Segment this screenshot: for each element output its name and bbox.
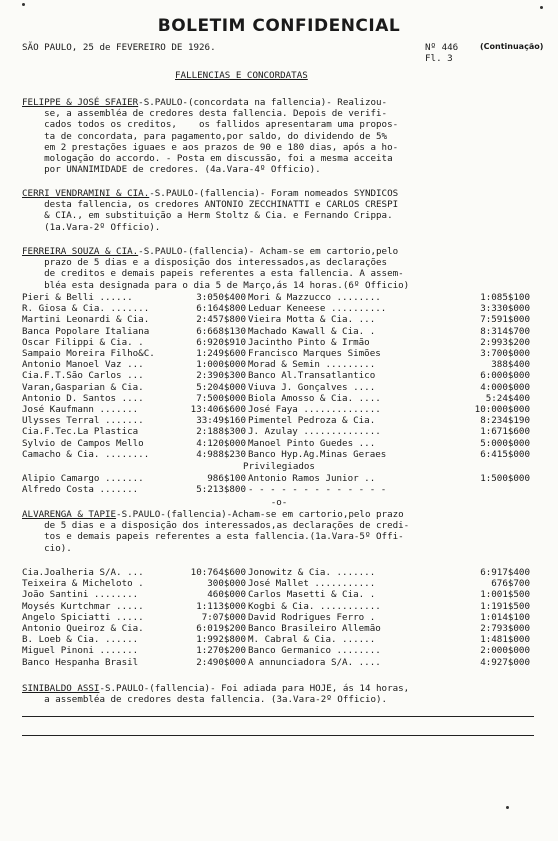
credit-amount: 5:213$800 — [196, 484, 246, 496]
continued-label: (Continuação) — [480, 42, 544, 51]
creditor-name: José Mallet ........... — [248, 578, 376, 590]
credit-amount: 1:000$000 — [196, 359, 246, 371]
entry-line: (1a.Vara-2º Officio). — [22, 221, 161, 233]
creditor-row — [22, 473, 530, 484]
creditor-name: Alfredo Costa ....... — [22, 484, 139, 496]
creditor-name: Jacintho Pinto & Irmão — [248, 336, 370, 348]
credit-amount — [426, 484, 530, 495]
credit-amount: 2:457$800 — [196, 314, 246, 326]
entry-line: por UNANIMIDADE de credores. (4a.Vara-4º Officio). — [22, 164, 321, 176]
entry-line: CERRI VENDRAMINI & CIA.-S.PAULO-(fallencia)- Foram nomeados SYNDICOS — [22, 188, 399, 199]
entry-line: em 2 prestações iguaes e aos prazos de 90 e 180 dias, após a ho- — [22, 141, 399, 153]
creditor-name: Banco Germanico ........ — [248, 645, 381, 657]
credit-amount: 7:591$000 — [480, 314, 530, 326]
creditor-row — [22, 438, 530, 449]
entry-line: de creditos e demais papeis referentes a esta fallencia. A assem- — [22, 268, 404, 280]
credit-amount: 8:234$190 — [480, 415, 530, 427]
creditor-name: Angelo Spiciatti ..... — [22, 611, 144, 623]
creditor-name: João Santini ........ — [22, 589, 139, 601]
credit-amount: 1:481$000 — [480, 634, 530, 646]
entry-line: & CIA., em substituição a Herm Stoltz & Cia. e Fernando Crippa. — [22, 210, 393, 222]
ink-mark — [506, 806, 509, 809]
entry-line: desta fallencia, os credores ANTONIO ZECCHINATTI e CARLOS CRESPI — [22, 199, 399, 211]
creditor-name: Pieri & Belli ...... — [22, 292, 133, 303]
credit-amount: 2:490$000 — [196, 656, 246, 668]
credit-amount: 13:406$600 — [190, 404, 246, 416]
creditor-name: David Rodrigues Ferro . — [248, 611, 376, 623]
ink-mark — [540, 6, 543, 9]
company-name: CERRI VENDRAMINI & CIA. — [22, 188, 150, 199]
creditor-name: Cia.Joalheria S/A. ... — [22, 567, 144, 578]
alvarenga-creditor-table — [22, 567, 530, 668]
creditor-name: Machado Kawall & Cia. . — [248, 325, 376, 337]
credit-amount: 10:000$000 — [474, 404, 530, 416]
creditor-name: Mori & Mazzucco ........ — [248, 292, 381, 303]
creditor-row — [22, 623, 530, 634]
credit-amount: 5:000$000 — [480, 437, 530, 449]
place-date: SÃO PAULO, 25 de FEVEREIRO DE 1926. — [22, 42, 216, 53]
creditor-row — [22, 484, 530, 495]
ferreira-creditor-table — [22, 292, 530, 460]
creditor-name: Antonio Queiroz & Cia. — [22, 623, 144, 635]
creditor-name: Cia.F.T.São Carlos ... — [22, 370, 144, 382]
creditor-name: A annunciadora S/A. .... — [248, 656, 381, 668]
entry-line: bléa esta designada para o dia 5 de Março,ás 14 horas.(6º Officio) — [22, 279, 410, 291]
credit-amount: 1:500$000 — [480, 473, 530, 484]
credit-amount: 7:07$000 — [201, 611, 246, 623]
creditor-row — [22, 337, 530, 348]
creditor-name: Pimentel Pedroza & Cia. — [248, 415, 376, 427]
credit-amount: 388$400 — [491, 359, 530, 371]
creditor-name: Moysés Kurtchmar ..... — [22, 600, 144, 612]
creditor-name: Teixeira & Micheloto . — [22, 578, 144, 590]
entry-line: cados todos os creditos, os fallidos apresentaram uma propos- — [22, 119, 399, 131]
creditor-name: Varan,Gasparian & Cia. — [22, 381, 144, 393]
creditor-row — [22, 449, 530, 460]
credit-amount: 5:204$000 — [196, 381, 246, 393]
credit-amount: 2:188$300 — [196, 426, 246, 438]
creditor-row — [22, 426, 530, 437]
creditor-row — [22, 645, 530, 656]
entry-line: a assembléa de credores desta fallencia. (3a.Vara-2º Officio). — [22, 694, 388, 706]
credit-amount: 2:793$000 — [480, 623, 530, 635]
credit-amount: 1:671$600 — [480, 426, 530, 438]
credit-amount: 5:24$400 — [485, 392, 530, 404]
creditor-name: Martini Leonardi & Cia. — [22, 314, 150, 326]
creditor-row — [22, 589, 530, 600]
credit-amount: 3:050$400 — [196, 292, 246, 303]
credit-amount: 4:988$230 — [196, 448, 246, 460]
credit-amount: 1:992$800 — [196, 634, 246, 646]
credit-amount: 6:000$000 — [480, 370, 530, 382]
creditor-name: Kogbi & Cia. ........... — [248, 600, 381, 612]
creditor-row — [22, 292, 530, 303]
credit-amount: 4:927$000 — [480, 656, 530, 668]
creditor-name: J. Azulay .............. — [248, 426, 381, 438]
creditor-name: B. Loeb & Cia. ...... — [22, 634, 139, 646]
entry-line: cio). — [22, 542, 72, 554]
separator: -o- — [270, 497, 288, 508]
credit-amount: 300$000 — [207, 578, 246, 590]
credit-amount: 6:164$800 — [196, 303, 246, 315]
creditor-name: Banco Al.Transatlantico — [248, 370, 376, 382]
creditor-name: Viuva J. Gonçalves .... — [248, 381, 376, 393]
credit-amount: 8:314$700 — [480, 325, 530, 337]
entry-felippe — [22, 97, 542, 175]
creditor-row — [22, 314, 530, 325]
entry-line: prazo de 5 dias e a disposição dos interessados,as declarações — [22, 257, 388, 269]
company-name: FELIPPE & JOSÉ SFAIER — [22, 97, 139, 108]
creditor-name: Banco Brasileiro Allemão — [248, 623, 381, 635]
creditor-row — [22, 578, 530, 589]
credit-amount: 3:700$000 — [480, 348, 530, 360]
credit-amount: 2:390$300 — [196, 370, 246, 382]
credit-amount: 676$700 — [491, 578, 530, 590]
entry-line: FERREIRA SOUZA & CIA.-S.PAULO-(fallencia)- Acham-se em cartorio,pelo — [22, 246, 399, 257]
entry-line: ALVARENGA & TAPIE-S.PAULO-(fallencia)-Acham-se em cartorio,pelo prazo — [22, 509, 404, 520]
credit-amount: 4:120$000 — [196, 437, 246, 449]
creditor-row — [22, 393, 530, 404]
creditor-name: Oscar Filippi & Cia. . — [22, 336, 144, 348]
creditor-name: Banco Hespanha Brasil — [22, 656, 139, 668]
credit-amount: 1:001$500 — [480, 589, 530, 601]
entry-line: ta de concordata, para pagamento,por saldo, do dividendo de 5% — [22, 130, 388, 142]
divider-line — [22, 716, 534, 717]
privileged-label: Privilegiados — [243, 461, 315, 472]
creditor-name: Cia.F.Tec.La Plastica — [22, 426, 139, 438]
creditor-row — [22, 601, 530, 612]
credit-amount: 1:113$000 — [196, 600, 246, 612]
credit-amount: 1:085$100 — [480, 292, 530, 303]
credit-amount: 3:330$000 — [480, 303, 530, 315]
credit-amount: 6:668$130 — [196, 325, 246, 337]
creditor-name: Camacho & Cia. ........ — [22, 448, 150, 460]
credit-amount: 33:49$160 — [196, 415, 246, 427]
entry-line: FELIPPE & JOSÉ SFAIER-S.PAULO-(concordata na fallencia)- Realizou- — [22, 97, 388, 108]
creditor-name: Morad & Semin ......... — [248, 359, 376, 371]
credit-amount: 6:019$200 — [196, 623, 246, 635]
creditor-row — [22, 326, 530, 337]
creditor-row — [22, 567, 530, 578]
creditor-row — [22, 612, 530, 623]
creditor-name: Jonowitz & Cia. ....... — [248, 567, 376, 578]
company-name: ALVARENGA & TAPIE — [22, 509, 117, 520]
entry-alvarenga — [22, 509, 542, 554]
entry-line: mologação do accordo. - Posta em discussão, foi a mesma acceita — [22, 153, 393, 165]
creditor-name: Antonio Manoel Vaz ... — [22, 359, 144, 371]
divider-line — [22, 735, 534, 736]
bulletin-number: Nº 446 — [425, 42, 459, 53]
entry-line: de 5 dias e a disposição dos interessados,as declarações de credi- — [22, 520, 410, 532]
creditor-row — [22, 415, 530, 426]
creditor-row — [22, 303, 530, 314]
creditor-name: Banca Popolare Italiana — [22, 325, 150, 337]
company-name: SINIBALDO ASSI — [22, 683, 100, 694]
creditor-name: Sampaio Moreira Filho&C. — [22, 348, 155, 360]
privileged-table — [22, 473, 530, 495]
creditor-name: José Faya .............. — [248, 404, 381, 416]
creditor-name: R. Giosa & Cia. ....... — [22, 303, 150, 315]
creditor-name: Antonio D. Santos .... — [22, 392, 144, 404]
entry-line: SINIBALDO ASSI-S.PAULO-(fallencia)- Foi adiada para HOJE, ás 14 horas, — [22, 683, 410, 694]
credit-amount: 1:270$200 — [196, 645, 246, 657]
section-title: FALLENCIAS E CONCORDATAS — [175, 70, 308, 81]
credit-amount: 1:249$600 — [196, 348, 246, 360]
creditor-row — [22, 382, 530, 393]
credit-amount: 6:920$910 — [196, 336, 246, 348]
creditor-row — [22, 404, 530, 415]
entry-cerri — [22, 188, 542, 233]
entry-ferreira — [22, 246, 542, 291]
creditor-name: Sylvio de Campos Mello — [22, 437, 144, 449]
creditor-name: Francisco Marques Simões — [248, 348, 381, 360]
creditor-row — [22, 359, 530, 370]
entry-line: se, a assembléa de credores desta fallencia. Depois de verifi- — [22, 108, 388, 120]
creditor-name: Vieira Motta & Cia. ... — [248, 314, 376, 326]
creditor-row — [22, 634, 530, 645]
creditor-name: Manoel Pinto Guedes ... — [248, 437, 376, 449]
creditor-name: Leduar Keneese .......... — [248, 303, 387, 315]
credit-amount: 2:993$200 — [480, 336, 530, 348]
credit-amount: 460$000 — [207, 589, 246, 601]
credit-amount: 1:191$500 — [480, 600, 530, 612]
creditor-name: - - - - - - - - - - - - - — [248, 484, 387, 496]
credit-amount: 2:000$000 — [480, 645, 530, 657]
creditor-name: M. Cabral & Cia. ...... — [248, 634, 376, 646]
credit-amount: 6:415$000 — [480, 448, 530, 460]
creditor-name: Alipio Camargo ....... — [22, 473, 144, 484]
sheet-number: Fl. 3 — [425, 53, 453, 64]
creditor-name: Ulysses Terral ....... — [22, 415, 144, 427]
creditor-name: Biola Amosso & Cia. .... — [248, 392, 381, 404]
company-name: FERREIRA SOUZA & CIA. — [22, 246, 139, 257]
creditor-row — [22, 370, 530, 381]
ink-mark — [22, 3, 25, 6]
credit-amount: 10:764$600 — [190, 567, 246, 578]
creditor-name: Antonio Ramos Junior .. — [248, 473, 376, 484]
creditor-name: Miguel Pinoni ....... — [22, 645, 139, 657]
creditor-row — [22, 348, 530, 359]
credit-amount: 6:917$400 — [480, 567, 530, 578]
entry-sinibaldo — [22, 683, 542, 705]
creditor-name: Banco Hyp.Ag.Minas Geraes — [248, 448, 387, 460]
creditor-name: Carlos Masetti & Cia. . — [248, 589, 376, 601]
creditor-row — [22, 657, 530, 668]
creditor-name: José Kaufmann ....... — [22, 404, 139, 416]
bulletin-title: BOLETIM CONFIDENCIAL — [157, 16, 401, 36]
credit-amount: 1:014$100 — [480, 611, 530, 623]
credit-amount: 7:500$000 — [196, 392, 246, 404]
entry-line: tos e demais papeis referentes a esta fallencia.(1a.Vara-5º Offi- — [22, 531, 404, 543]
credit-amount: 986$100 — [207, 473, 246, 484]
credit-amount: 4:000$000 — [480, 381, 530, 393]
